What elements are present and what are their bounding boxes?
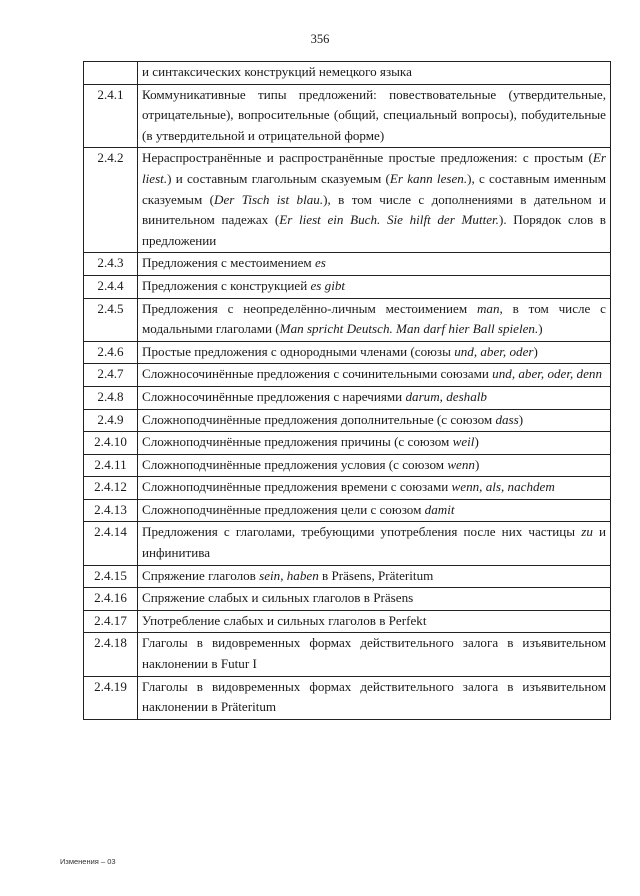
section-number: 2.4.4 [84, 275, 138, 298]
section-number: 2.4.6 [84, 341, 138, 364]
description-text: Употребление слабых и сильных глаголов в Perfekt [142, 612, 427, 628]
section-description [138, 253, 611, 276]
italic-example-text: es [314, 255, 326, 271]
section-description [138, 633, 611, 676]
italic-example-text: wenn [447, 456, 475, 472]
section-number: 2.4.19 [84, 676, 138, 719]
italic-example-text: zu [581, 524, 593, 540]
section-number: 2.4.18 [84, 633, 138, 676]
section-description [138, 477, 611, 500]
description-text: Предложения с конструкцией [142, 277, 311, 293]
italic-example-text: Er kann lesen. [389, 170, 468, 186]
description-text: Нераспространённые и распространённые простые предложения: с простым ( [142, 150, 593, 166]
section-number: 2.4.11 [84, 454, 138, 477]
section-number: 2.4.9 [84, 409, 138, 432]
description-text: Простые предложения с однородными членами (союзы [142, 343, 455, 359]
section-description [138, 409, 611, 432]
section-description [138, 275, 611, 298]
italic-example-text: sein, haben [259, 567, 319, 583]
description-text: Глаголы в видовременных формах действительного залога в изъявительном наклонении в Futur I [142, 635, 606, 672]
section-description [138, 565, 611, 588]
description-text: ) [533, 343, 538, 359]
table-row [84, 477, 611, 500]
description-text: ) [518, 411, 524, 427]
italic-example-text: Der Tisch ist blau. [214, 191, 324, 207]
italic-example-text: damit [424, 501, 455, 517]
section-description [138, 432, 611, 455]
section-description [138, 386, 611, 409]
section-description [138, 84, 611, 148]
section-description [138, 62, 611, 85]
italic-example-text: und, aber, oder, denn [492, 366, 603, 382]
table-row [84, 588, 611, 611]
section-number: 2.4.12 [84, 477, 138, 500]
section-number: 2.4.15 [84, 565, 138, 588]
section-description [138, 454, 611, 477]
section-number: 2.4.16 [84, 588, 138, 611]
italic-example-text: darum, deshalb [405, 388, 487, 404]
table-row [84, 298, 611, 341]
italic-example-text: Er liest. [142, 150, 606, 186]
section-description [138, 588, 611, 611]
table-row [84, 341, 611, 364]
italic-example-text: Er liest ein Buch. Sie hilft der Mutter. [279, 212, 499, 228]
description-text: Коммуникативные типы предложений: повествовательные (утвердительные, отрицательные), вопросительные (общий, специальный вопросы), побудительные (в утвердительной и отрицательной форме) [142, 86, 606, 143]
description-text: ), в том числе с дополнениями в дательном и винительном падежах ( [142, 191, 606, 228]
description-text: Сложносочинённые предложения с сочинительными союзами [142, 366, 493, 382]
table-row [84, 610, 611, 633]
description-text: Спряжение глаголов [142, 567, 260, 583]
description-text: Сложносочинённые предложения с наречиями [142, 388, 406, 404]
table-row [84, 364, 611, 387]
table-row [84, 676, 611, 719]
description-text: Сложноподчинённые предложения времени с союзами [142, 479, 452, 495]
section-description [138, 341, 611, 364]
footer-revision-note: Изменения – 03 [60, 857, 116, 866]
description-text: ). Порядок слов в предложении [142, 212, 606, 248]
description-text: , в том числе с модальными глаголами ( [142, 300, 606, 337]
italic-example-text: man [476, 300, 500, 316]
page-number: 356 [310, 32, 330, 46]
section-number: 2.4.10 [84, 432, 138, 455]
section-number: 2.4.13 [84, 499, 138, 522]
italic-example-text: dass [495, 411, 519, 427]
description-text: ), с составным именным сказуемым ( [142, 170, 606, 207]
table-row [84, 409, 611, 432]
section-number: 2.4.7 [84, 364, 138, 387]
table-row [84, 253, 611, 276]
description-text: в Präsens, Präteritum [318, 567, 434, 583]
section-number: 2.4.3 [84, 253, 138, 276]
section-description [138, 676, 611, 719]
italic-example-text: und, aber, oder [454, 343, 534, 359]
description-text: Спряжение слабых и сильных глаголов в Präsens [142, 590, 414, 606]
table-row [84, 84, 611, 148]
table-row [84, 432, 611, 455]
table-row [84, 454, 611, 477]
table-row [84, 633, 611, 676]
description-text: и синтаксических конструкций немецкого языка [142, 64, 412, 79]
table-row [84, 499, 611, 522]
section-description [138, 610, 611, 633]
table-row [84, 148, 611, 253]
section-description [138, 499, 611, 522]
description-text: ) [474, 456, 480, 472]
description-text: Сложноподчинённые предложения условия (с союзом [142, 456, 448, 472]
section-number: 2.4.2 [84, 148, 138, 253]
section-description [138, 364, 611, 387]
table-row [84, 565, 611, 588]
description-text: ) [538, 321, 543, 337]
section-number: 2.4.17 [84, 610, 138, 633]
description-text: ) [474, 434, 479, 450]
description-text: и инфинитива [142, 524, 606, 561]
description-text: Глаголы в видовременных формах действительного залога в изъявительном наклонении в Präteritum [142, 678, 606, 715]
italic-example-text: es gibt [310, 277, 346, 293]
section-number: 2.4.5 [84, 298, 138, 341]
section-description [138, 298, 611, 341]
table-row [84, 522, 611, 565]
curriculum-table [83, 61, 611, 720]
description-text: Предложения с неопределённо-личным местоимением [142, 300, 477, 316]
table-row [84, 386, 611, 409]
table-row [84, 275, 611, 298]
section-description [138, 522, 611, 565]
description-text: Предложения с местоимением [142, 255, 315, 271]
description-text: Сложноподчинённые предложения цели с союзом [142, 501, 425, 517]
description-text: Сложноподчинённые предложения дополнительные (с союзом [142, 411, 496, 427]
section-number: 2.4.14 [84, 522, 138, 565]
description-text: Предложения с глаголами, требующими употребления после них частицы [142, 524, 582, 540]
italic-example-text: wenn, als, nachdem [451, 479, 555, 495]
italic-example-text: Man spricht Deutsch. Man darf hier Ball spielen. [279, 321, 539, 337]
description-text: Сложноподчинённые предложения причины (с союзом [142, 434, 453, 450]
section-number: 2.4.8 [84, 386, 138, 409]
table-row [84, 62, 611, 85]
description-text: ) и составным глагольным сказуемым ( [167, 170, 390, 186]
italic-example-text: weil [452, 434, 475, 450]
section-number: 2.4.1 [84, 84, 138, 148]
section-description [138, 148, 611, 253]
section-number [84, 62, 138, 85]
